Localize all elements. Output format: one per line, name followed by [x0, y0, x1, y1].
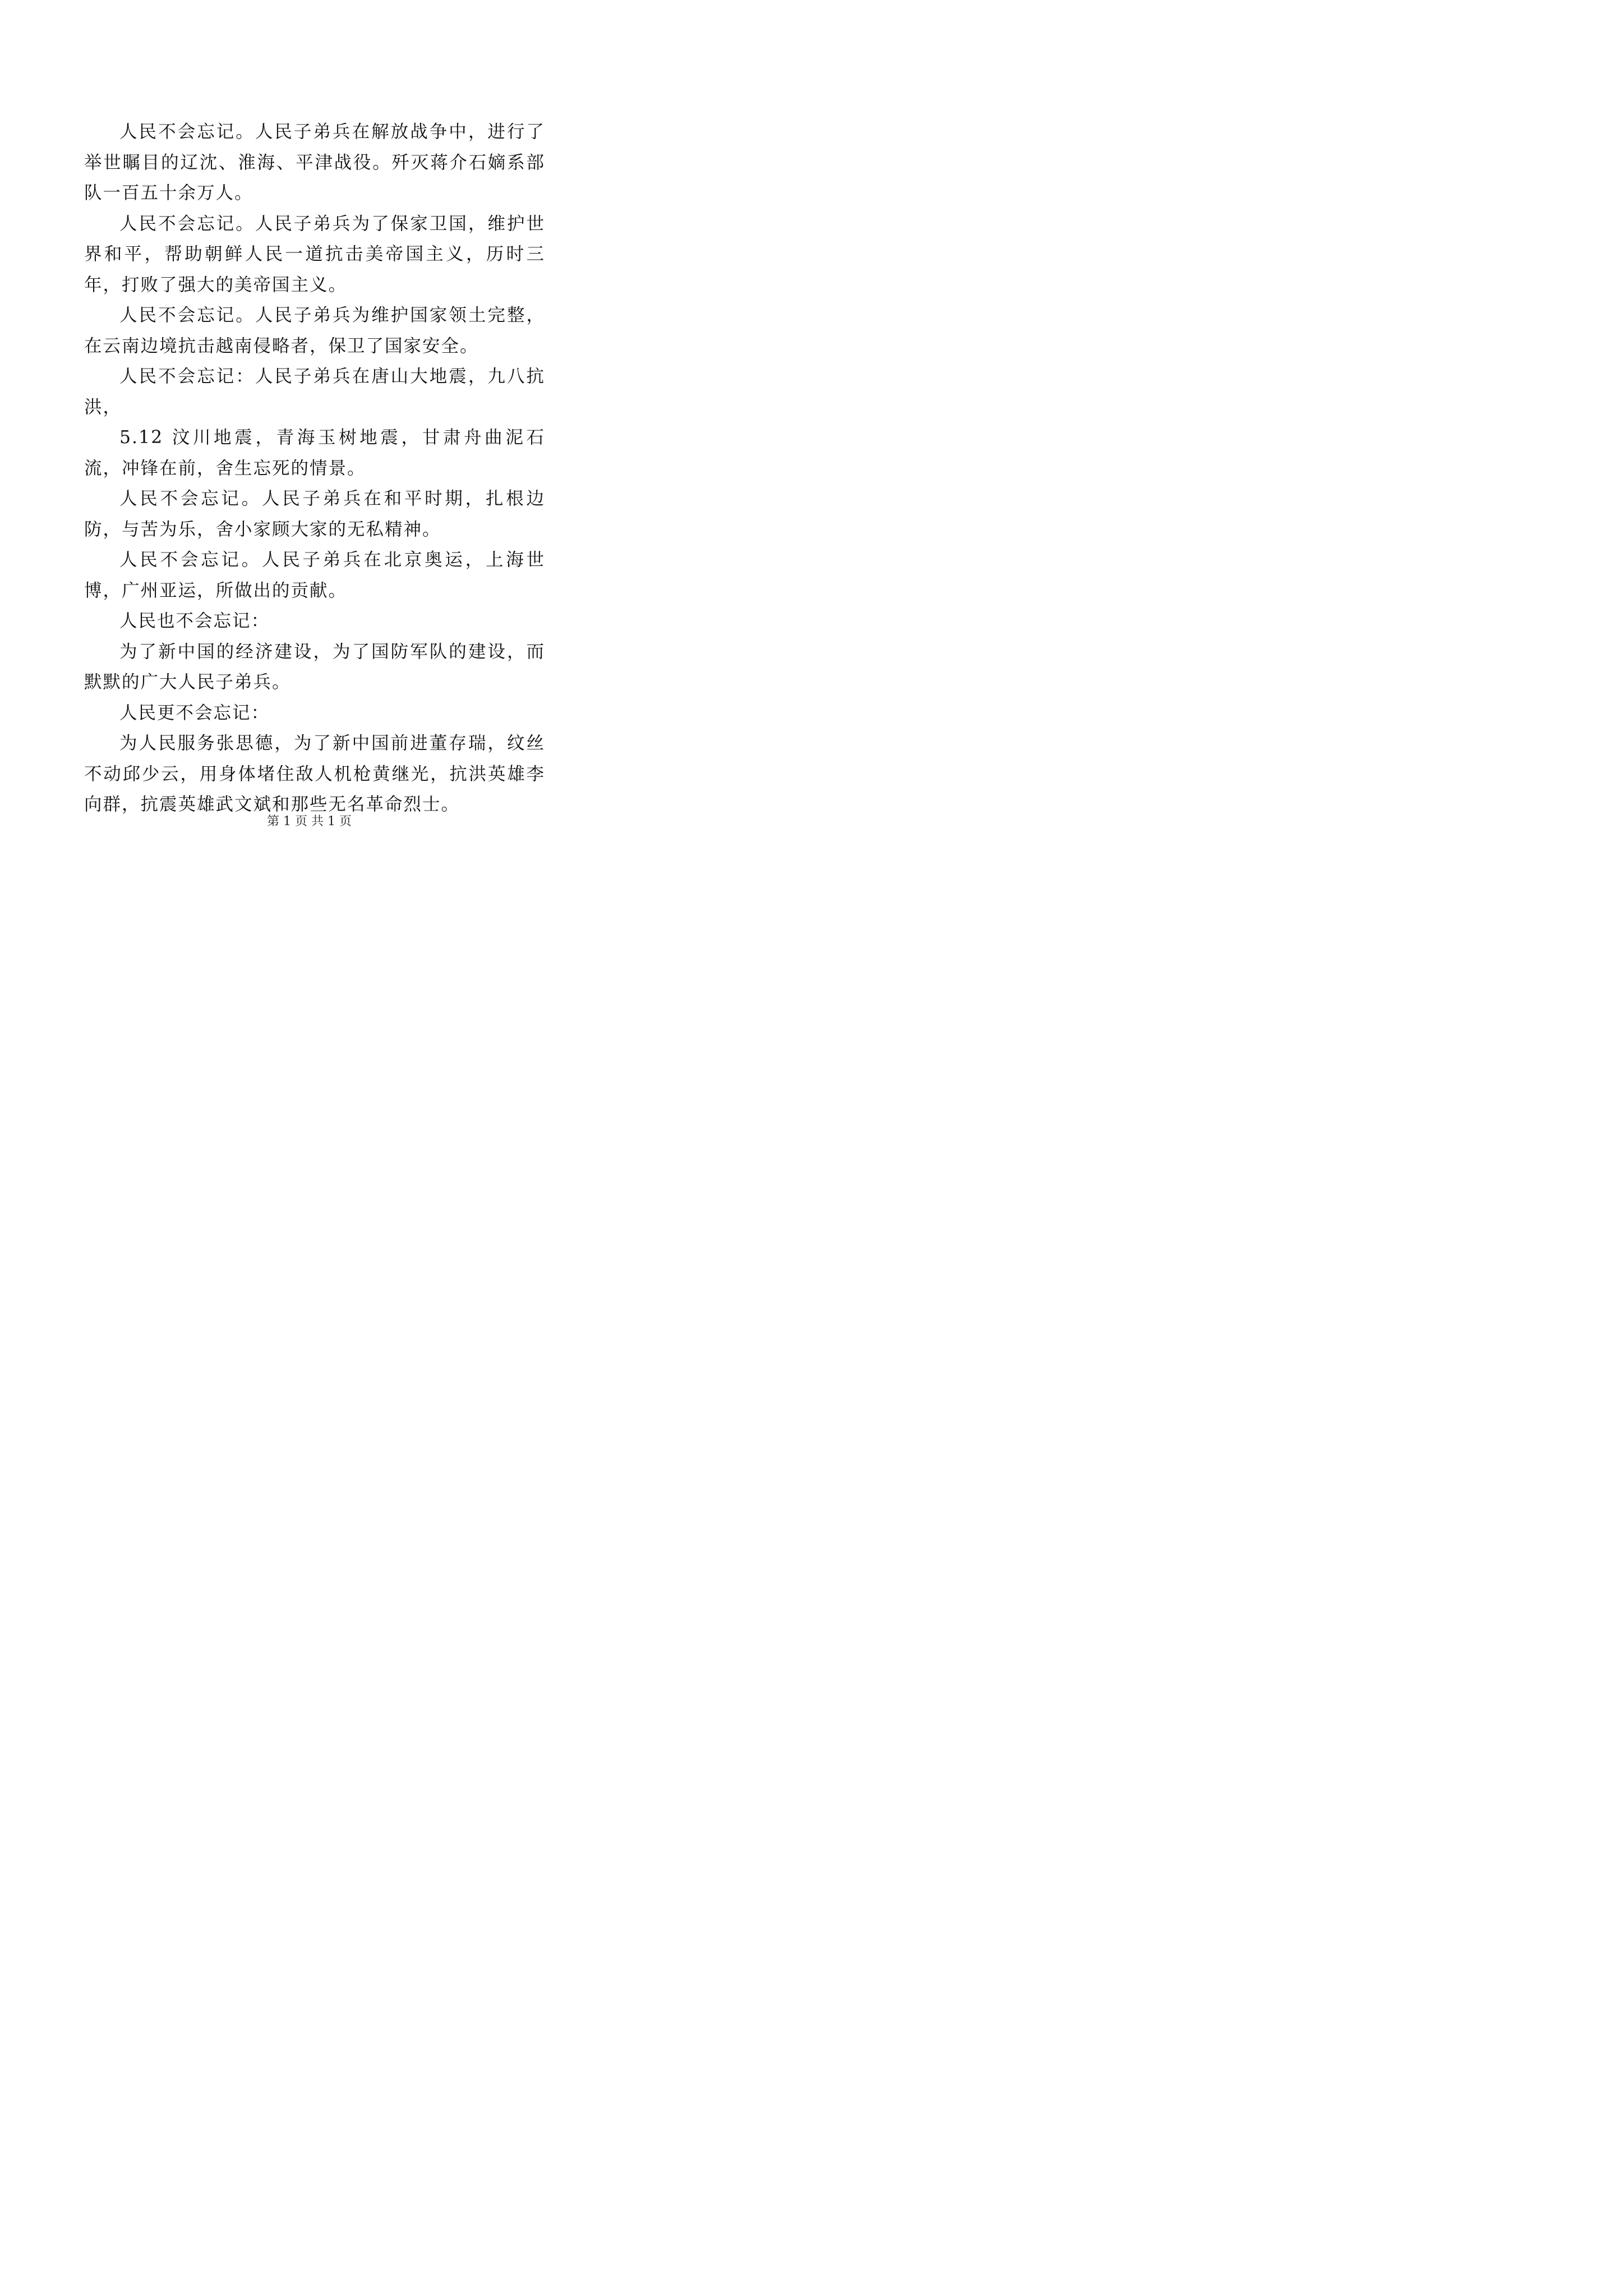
paragraph: 人民不会忘记：人民子弟兵在唐山大地震，九八抗洪， — [84, 366, 545, 417]
document-body — [84, 117, 545, 820]
paragraph: 人民不会忘记。人民子弟兵在和平时期，扎根边防，与苦为乐，舍小家顾大家的无私精神。 — [84, 489, 545, 540]
paragraph: 人民不会忘记。人民子弟兵在北京奥运，上海世博，广州亚运，所做出的贡献。 — [84, 550, 545, 601]
paragraph: 人民更不会忘记： — [119, 702, 270, 723]
paragraph: 为人民服务张思德，为了新中国前进董存瑞，纹丝不动邱少云，用身体堵住敌人机枪黄继光，抗洪英雄李向群，抗震英雄武文斌和那些无名革命烈士。 — [84, 733, 545, 815]
paragraph: 人民不会忘记。人民子弟兵为维护国家领土完整，在云南边境抗击越南侵略者，保卫了国家安全。 — [84, 305, 545, 356]
paragraph: 人民也不会忘记： — [119, 611, 270, 631]
paragraph: 为了新中国的经济建设，为了国防军队的建设，而默默的广大人民子弟兵。 — [84, 641, 545, 692]
page-footer — [0, 815, 619, 829]
paragraph: 人民不会忘记。人民子弟兵为了保家卫国，维护世界和平，帮助朝鲜人民一道抗击美帝国主义，历时三年，打败了强大的美帝国主义。 — [84, 213, 545, 295]
paragraph: 人民不会忘记。人民子弟兵在解放战争中，进行了举世瞩目的辽沈、淮海、平津战役。歼灭蒋介石嫡系部队一百五十余万人。 — [84, 122, 545, 203]
page-number-label: 第 1 页 共 1 页 — [267, 815, 352, 829]
document-page — [0, 0, 619, 875]
paragraph: 5.12 汶川地震，青海玉树地震，甘肃舟曲泥石流，冲锋在前，舍生忘死的情景。 — [84, 427, 545, 478]
